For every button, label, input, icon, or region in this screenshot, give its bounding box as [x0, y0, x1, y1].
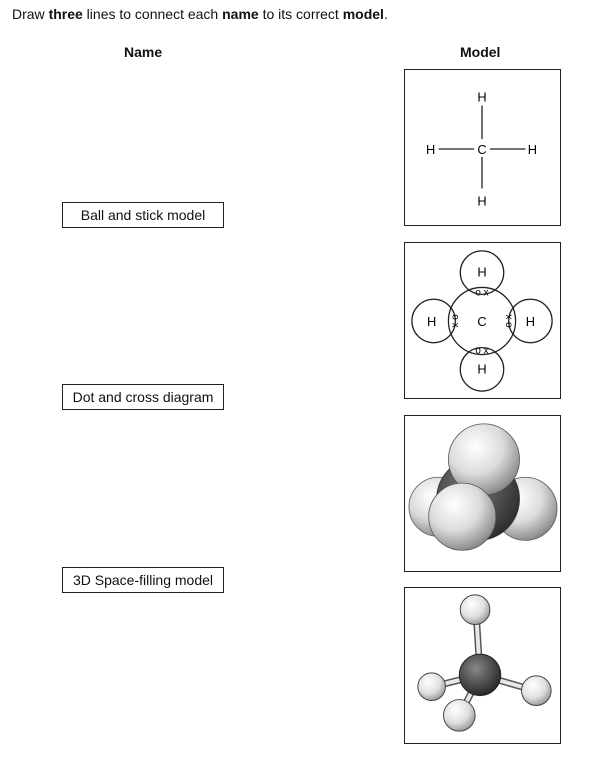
model-space-filling[interactable] — [404, 415, 561, 572]
bs-c-center — [459, 654, 500, 695]
dc-atom-h-right: H — [525, 313, 536, 329]
dc-atom-h-left: H — [427, 313, 437, 329]
bs-h-left — [418, 673, 446, 701]
name-box-dot-and-cross[interactable]: Dot and cross diagram — [62, 384, 224, 410]
electron-pair-right: o x — [503, 314, 515, 328]
h-sphere-front — [429, 483, 496, 550]
atom-h-left: H — [426, 141, 436, 157]
bs-h-top — [460, 595, 490, 625]
model-ball-and-stick[interactable] — [404, 587, 561, 744]
atom-h-right: H — [527, 141, 537, 157]
name-column-header: Name — [124, 44, 163, 60]
structural-formula-diagram — [405, 70, 560, 225]
name-box-space-filling[interactable]: 3D Space-filling model — [62, 567, 224, 593]
dc-atom-h-top: H — [477, 264, 487, 280]
dc-atom-h-bottom: H — [477, 361, 487, 377]
bs-h-front — [444, 700, 476, 732]
ball-and-stick-diagram — [405, 588, 560, 743]
instruction-text: Draw three lines to connect each name to its correct model. — [12, 6, 388, 22]
atom-h-top: H — [477, 89, 487, 105]
model-dot-and-cross[interactable] — [404, 242, 561, 399]
space-filling-diagram — [405, 416, 560, 571]
name-box-ball-and-stick[interactable]: Ball and stick model — [62, 202, 224, 228]
model-structural-formula[interactable] — [404, 69, 561, 226]
atom-h-bottom: H — [477, 193, 487, 209]
electron-pair-top: o x — [475, 287, 489, 299]
atom-c-center: C — [477, 141, 487, 157]
bs-h-right — [521, 676, 551, 706]
dc-atom-c-center: C — [477, 313, 487, 329]
electron-pair-bottom: o x — [475, 345, 489, 357]
model-column-header: Model — [460, 44, 501, 60]
electron-pair-left: o x — [449, 314, 461, 328]
dot-and-cross-diagram — [405, 243, 560, 398]
